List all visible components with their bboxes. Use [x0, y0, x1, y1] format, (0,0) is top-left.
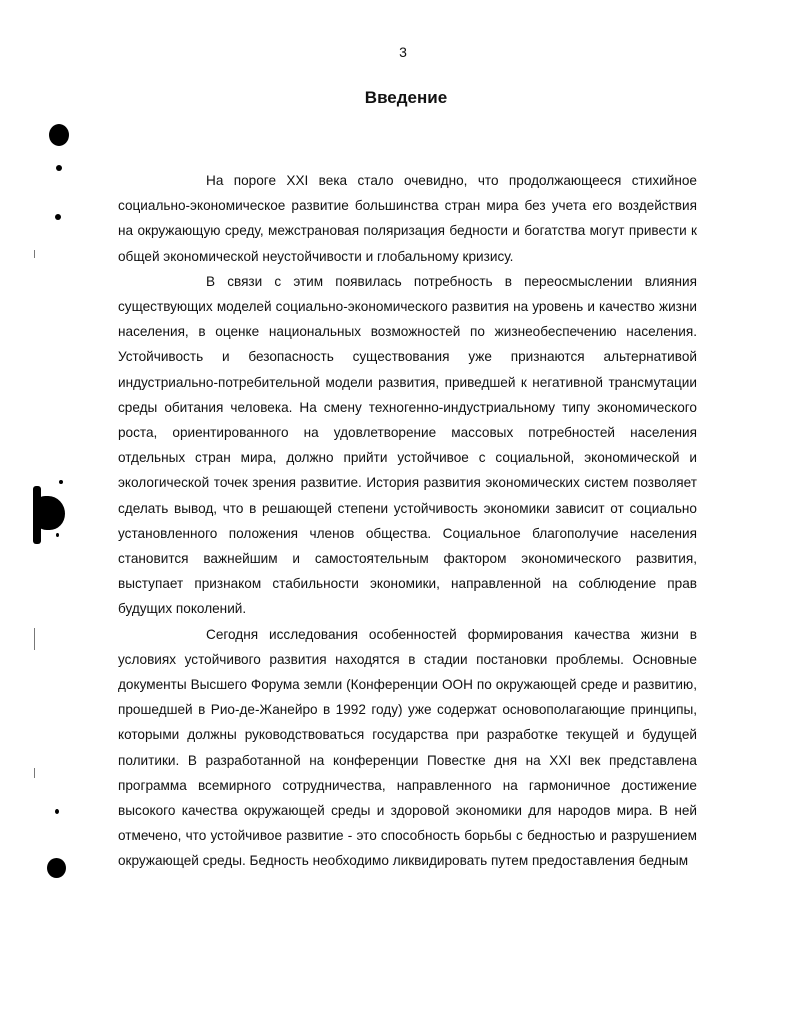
binding-blot: [33, 496, 65, 530]
scan-speck: [55, 809, 59, 814]
scan-speck: [56, 165, 62, 171]
margin-scan-line: [34, 628, 35, 650]
scan-speck: [55, 214, 61, 220]
margin-scan-line: [34, 250, 35, 258]
page-number: 3: [399, 44, 407, 60]
hole-punch-mark-top: [49, 124, 69, 146]
page-title: Введение: [364, 88, 448, 107]
scan-speck: [59, 480, 63, 484]
scan-speck: [56, 533, 59, 537]
margin-scan-line: [34, 768, 35, 778]
paragraph-intro: На пороге XXI века стало очевидно, что продолжающееся стихийное социально-экономическое развитие большинства стран мира без учета его воздействия на окружающую среду, межстрановая поляризация бедности и богатства могут привести к общей экономической неустойчивости и глобальному кризису.: [118, 173, 697, 264]
hole-punch-mark-bottom: [47, 858, 66, 878]
paragraph-research: Сегодня исследования особенностей формирования качества жизни в условиях устойчивого развития находятся в стадии постановки проблемы. Основные документы Высшего Форума земли (Конференции ООН по окружающей среде и развитию, прошедшей в Рио-де-Жанейро в 1992 году) уже содержат основополагающие принципы, которыми должны руководствоваться государства при разработке текущей и будущей политики. В разработанной на конференции Повестке дня на XXI век представлена программа всемирного сотрудничества, направленного на гармоничное достижение высокого качества окружающей среды и здоровой экономики для народов мира. В ней отмечено, что устойчивое развитие - это способность борьбы с бедностью и разрушением окружающей среды. Бедность необходимо ликвидировать путем предоставления бедным: [118, 626, 697, 869]
paragraph-context: В связи с этим появилась потребность в переосмыслении влияния существующих моделей социально-экономического развития на уровень и качество жизни населения, в оценке национальных возможностей по жизнеобеспечению населения. Устойчивость и безопасность существования уже признаются альтернативой индустриально-потребительной модели развития, приведшей к негативной трансмутации среды обитания человека. На смену техногенно-индустриальному типу экономического роста, ориентированного на удовлетворение массовых потребностей населения отдельных стран мира, должно прийти устойчивое с социальной, экономической и экологической точек зрения развитие. История развития экономических систем позволяет сделать вывод, что в решающей степени устойчивость экономики зависит от социально установленного положения членов общества. Социальное благополучие населения становится важнейшим и самостоятельным фактором экономического развития, выступает признаком стабильности экономики, направленной на соблюдение прав будущих поколений.: [118, 273, 697, 617]
body-text: [118, 168, 697, 874]
